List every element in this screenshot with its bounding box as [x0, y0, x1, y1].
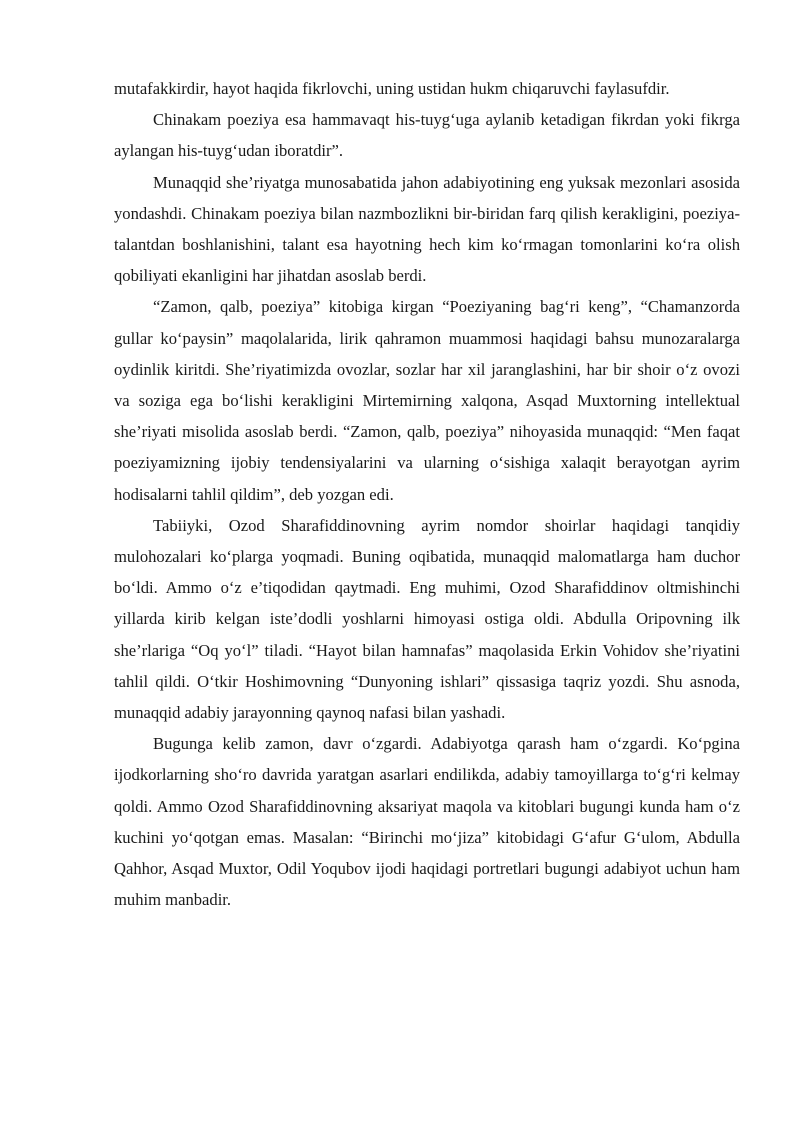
paragraph-today: Bugunga kelib zamon, davr o‘zgardi. Adabiyotga qarash ham o‘zgardi. Ko‘pgina ijodkorlarning sho‘ro davrida yaratgan asarlari endilikda, adabiy tamoyillarga to‘g‘ri kelmay qoldi. Ammo Ozod Sharafiddinovning aksariyat maqola va kitoblari bugungi kunda ham o‘z kuchini yo‘qotgan emas. Masalan: “Birinchi mo‘jiza” kitobidagi G‘afur G‘ulom, Abdulla Qahhor, Asqad Muxtor, Odil Yoqubov ijodi haqidagi portretlari bugungi adabiyot uchun ham muhim manbadir. — [114, 734, 740, 910]
paragraph-zamon-qalb-poeziya: “Zamon, qalb, poeziya” kitobiga kirgan “Poeziyaning bag‘ri keng”, “Chamanzorda gullar ko‘paysin” maqolalarida, lirik qahramon muammosi haqidagi bahsu munozaralarga oydinlik kiritdi. She’riyatimizda ovozlar, sozlar har xil jaranglashini, har bir shoir o‘z ovozi va soziga ega bo‘lishi kerakligini Mirtemirning xalqona, Asqad Muxtorning intellektual she’riyati misolida asoslab berdi. “Zamon, qalb, poeziya” nihoyasida munaqqid: “Men faqat poeziyamizning ijobiy tendensiyalarini va ularning o‘sishiga xalaqit berayotgan ayrim hodisalarni tahlil qildim”, deb yozgan edi. — [114, 297, 740, 504]
paragraph-poetry-definition: Chinakam poeziya esa hammavaqt his-tuyg‘uga aylanib ketadigan fikrdan yoki fikrga aylangan his-tuyg‘udan iboratdir”. — [114, 110, 740, 161]
paragraph-young-poets: Tabiiyki, Ozod Sharafiddinovning ayrim nomdor shoirlar haqidagi tanqidiy mulohozalari ko‘plarga yoqmadi. Buning oqibatida, munaqqid malomatlarga ham duchor bo‘ldi. Ammo o‘z e’tiqodidan qaytmadi. Eng muhimi, Ozod Sharafiddinov oltmishinchi yillarda kirib kelgan iste’dodli yoshlarni himoyasi ostiga oldi. Abdulla Oripovning ilk she’rlariga “Oq yo‘l” tiladi. “Hayot bilan hamnafas” maqolasida Erkin Vohidov she’riyatini tahlil qildi. O‘tkir Hoshimovning “Dunyoning ishlari” qissasiga taqriz yozdi. Shu asnoda, munaqqid adabiy jarayonning qaynoq nafasi bilan yashadi. — [114, 515, 740, 723]
paragraph-continuation: mutafakkirdir, hayot haqida fikrlovchi, uning ustidan hukm chiqaruvchi faylasufdir. — [114, 79, 670, 98]
paragraph-critic-approach: Munaqqid she’riyatga munosabatida jahon adabiyotining eng yuksak mezonlari asosida yondashdi. Chinakam poeziya bilan nazmbozlikni bir-biridan farq qilish kerakligini, poeziya-talantdan boshlanishini, talant esa hayotning hech kim ko‘rmagan tomonlarini ko‘ra olish qobiliyati ekanligini har jihatdan asoslab berdi. — [114, 172, 740, 286]
document-page — [114, 73, 740, 915]
